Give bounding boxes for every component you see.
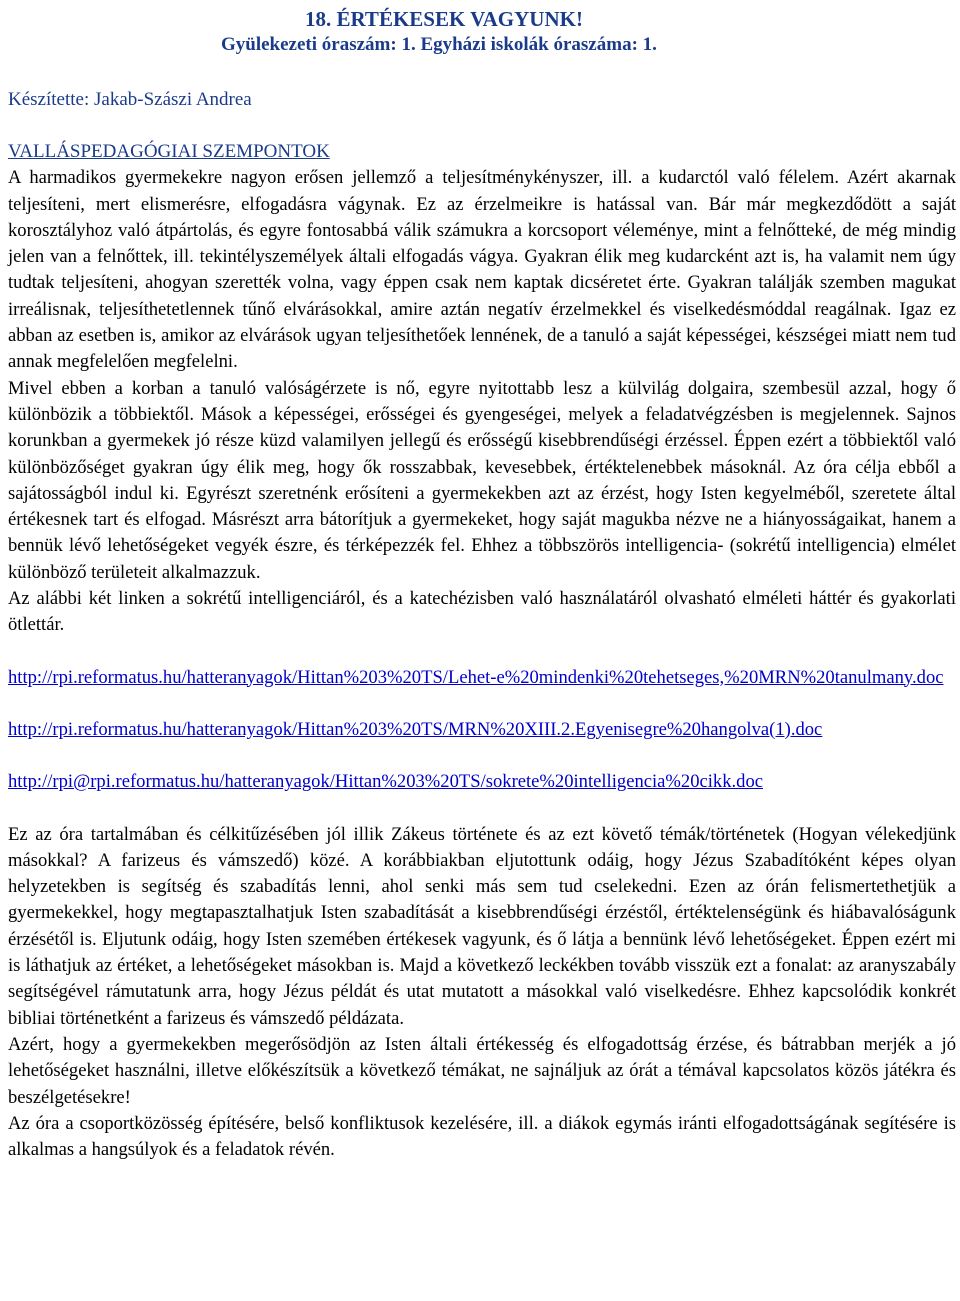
- link-2[interactable]: http://rpi.reformatus.hu/hatteranyagok/Hittan%203%20TS/MRN%20XIII.2.Egyenisegre%20hangolva(1).doc: [8, 718, 823, 740]
- paragraph-1: A harmadikos gyermekekre nagyon erősen jellemző a teljesítménykényszer, ill. a kudarctól való félelem. Azért akarnak teljesíteni, mert elismerésre, elfogadásra vágynak. Ez az érzelmeikre is hatással van. Bár már megkezdődött a saját korosztályhoz való átpártolás, és egyre fontosabbá válik számukra a korcsoport véleménye, mint a felnőtteké, de még mindig jelen van a felnőttek, ill. tekintélyszemélyek általi elfogadás vágya. Gyakran élik meg kudarcként azt is, ha valamit nem úgy tudtak teljesíteni, ahogyan szerették volna, vagy éppen csak nem kaptak dicséretet érte. Gyakran találják szemben magukat irreálisnak, teljesíthetetlennek tűnő elvárásokkal, amire aztán negatív érzelmekkel és viselkedésmóddal reagálnak. Igaz ez abban az esetben is, amikor az elvárások ugyan teljesíthetőek lennének, de a tanuló a saját képességei, készségei miatt nem tud annak megfelelően megfelelni.: [8, 167, 956, 373]
- section-heading: VALLÁSPEDAGÓGIAI SZEMPONTOK: [8, 141, 330, 162]
- paragraph-3: Az alábbi két linken a sokrétű intelligenciáról, és a katechézisben való használatáról olvasható elméleti háttér és gyakorlati ötlettár.: [8, 588, 956, 636]
- paragraph-2: Mivel ebben a korban a tanuló valóságérzete is nő, egyre nyitottabb lesz a külvilág dolgaira, szembesül azzal, hogy ő különbözik a többiektől. Mások a képességei, erősségei és gyengeségei, melyek a feladatvégzésben is megjelennek. Sajnos korunkban a gyermekek jó része küzd valamilyen jellegű és erősségű kisebbrendűségi érzéssel. Éppen ezért a többiektől való különbözőséget gyakran úgy élik meg, hogy ők rosszabbak, kevesebbek, értéktelenebbek másoknál. Az óra célja ebből a sajátosságból indul ki. Egyrészt szeretnénk erősíteni a gyermekekben azt az érzést, hogy Isten kegyelméből, szeretete által értékesnek tart és elfogad. Másrészt arra bátorítjuk a gyermekeket, hogy saját magukba nézve ne a hiányosságaikat, hanem a bennük lévő lehetőségeket vegyék észre, és térképezzék fel. Ehhez a többszörös intelligencia- (sokrétű intelligencia) elmélet különböző területeit alkalmazzuk.: [8, 377, 956, 583]
- document-title: 18. ÉRTÉKESEK VAGYUNK!: [305, 7, 583, 31]
- paragraph-4: Ez az óra tartalmában és célkitűzésében jól illik Zákeus története és az ezt követő témák/történetek (Hogyan vélekedjünk másokkal? A farizeus és vámszedő) közé. A korábbiakban eljutottunk odáig, hogy Jézus Szabadítóként képes olyan helyzetekben is segítség és szabadítás lenni, ahol senki más sem tud cselekedni. Ezen az órán felismertethetjük a gyermekekkel, hogy megtapasztalhatjuk Isten szabadítását a kisebbrendűségi érzéstől, értéktelenségünk és hiábavalóságunk érzésétől is. Eljutunk odáig, hogy Isten szemében értékesek vagyunk, és ő látja a bennünk lévő lehetőségeket. Éppen ezért mi is láthatjuk az értéket, a lehetőségeket másokban is. Majd a következő leckékben tovább visszük ezt a fonalat: az aranyszabály segítségével rámutatunk arra, hogy Jézus példát és utat mutatott a másokkal való viselkedésre. Ehhez kapcsolódik konkrét bibliai történetként a farizeus és vámszedő példázata.: [8, 823, 956, 1029]
- paragraph-6: Az óra a csoportközösség építésére, belső konfliktusok kezelésére, ill. a diákok egymás iránti elfogadottságának segítésére is alkalmas a hangsúlyok és a feladatok révén.: [8, 1112, 956, 1161]
- link-1[interactable]: http://rpi.reformatus.hu/hatteranyagok/Hittan%203%20TS/Lehet-e%20mindenki%20tehetseges,%20MRN%20tanulmany.doc: [8, 666, 944, 688]
- document-body: [8, 139, 956, 1163]
- lesson-hours: Gyülekezeti óraszám: 1. Egyházi iskolák óraszáma: 1.: [221, 34, 657, 55]
- author-line: Készítette: Jakab-Szászi Andrea: [8, 89, 252, 110]
- paragraph-5: Azért, hogy a gyermekekben megerősödjön az Isten általi értékesség és elfogadottság érzése, és bátrabban merjék a jó lehetőségeket használni, illetve előkészítsük a következő témákat, ne sajnáljuk az órát a témával kapcsolatos közös játékra és beszélgetésekre!: [8, 1033, 956, 1108]
- link-3[interactable]: http://rpi@rpi.reformatus.hu/hatteranyagok/Hittan%203%20TS/sokrete%20intelligencia%20cikk.doc: [8, 771, 763, 793]
